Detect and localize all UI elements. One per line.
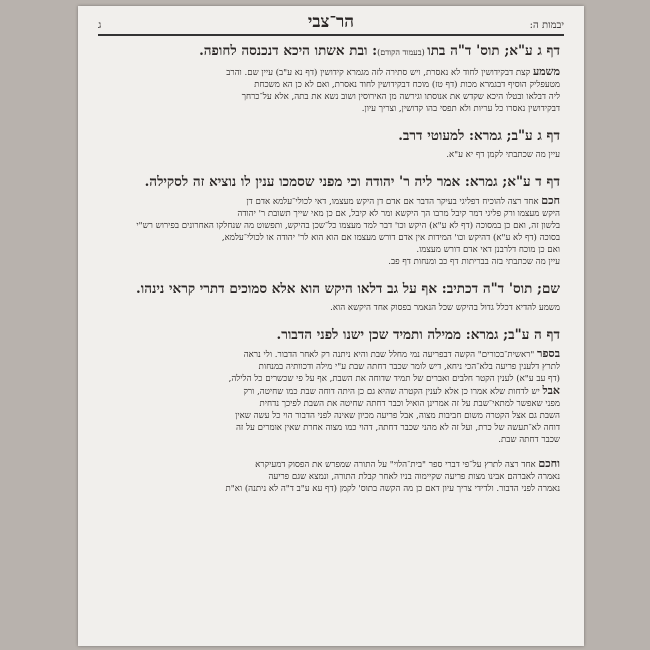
line-text: ליה דבלאו ובטלו היכא שקדש את אנוסתו וגירשה מן האירוסין ושוב נשא את בתה, אלא על־כרחך bbox=[241, 92, 560, 102]
text-line bbox=[102, 103, 560, 115]
heading-text: דף ד ע"א; גמרא: אמר ליה ר' יהודה וכי מפני שסמכו ענין לו נוציא זה לסקילה. bbox=[144, 174, 560, 190]
header-page-number: ג bbox=[98, 20, 102, 31]
text-line bbox=[102, 244, 560, 256]
text-line bbox=[102, 361, 560, 373]
line-text: (דף עב ע"א) לענין הקטר חלבים ואברים של תמיד שדוחה את השבת, אף על פי שכשרים כל הלילה, bbox=[228, 374, 560, 384]
line-text: יש לדחות שלא אמרו כן אלא לענין הקטרה שהיא גם כן היתה דוחה שבת כמו שחיטה, ורק bbox=[243, 387, 543, 397]
lead-word: וחכם bbox=[538, 458, 560, 470]
section bbox=[102, 173, 560, 268]
line-text: משמע להדיא דכלל גדול בהיקש שכל הנאמר בפסוק אחד היקשא הוא. bbox=[330, 303, 560, 313]
line-text: מטעפליק הוסיף דבגמרא מכות (דף טז) מוכח דבקידושין לחוד נאסרת, ואם לא כן הא משכחת bbox=[254, 80, 560, 90]
text-line bbox=[102, 458, 560, 471]
line-text: עיין מה שכתבתי בזה בבריתות דף כב ומנחות דף פב. bbox=[388, 257, 560, 267]
page-header bbox=[98, 12, 564, 36]
text-line bbox=[102, 91, 560, 103]
section bbox=[102, 127, 560, 161]
text-line bbox=[102, 220, 560, 232]
line-text: קצת דבקידושין לחוד לא נאסרת, ויש סתירה לזה מגמרא קידושין (דף נא ע"ב) עיין שם. והרב bbox=[226, 68, 533, 78]
text-line bbox=[102, 348, 560, 361]
text-line bbox=[102, 79, 560, 91]
line-text: השבת גם אצל הקטרה משום חביבות מצוה, אבל פריעה מכיון שאינה לפני הדבור הוי כל עשה שאין bbox=[235, 411, 560, 421]
heading-note: (בעמוד הקודם) bbox=[377, 48, 428, 57]
text-line bbox=[102, 256, 560, 268]
text-line bbox=[102, 398, 560, 410]
line-text: לתרץ דלענין פריעה בלא־הכי ניחא, דיש לומר שכבר דחתה שבת ע"י מילה ודכוותיה במנחות bbox=[258, 362, 560, 372]
section-heading bbox=[102, 173, 560, 191]
section-heading bbox=[102, 42, 560, 62]
line-text: בסוכה (דף לא ע"א) דהיקש וכו' המידות אין אדם דורש מעצמו אם הוא הוא לר' יהודה או לכולי־עלמא, bbox=[221, 233, 560, 243]
text-line bbox=[102, 385, 560, 398]
line-text: עיין מה שכתבתי לקמן דף יא ע"א. bbox=[446, 150, 560, 160]
book-page bbox=[78, 6, 584, 646]
line-text: דבקידושין נאסרו כל עריות ולא תפסי בהו קדושין, וצריך עיון. bbox=[361, 104, 560, 114]
section bbox=[102, 458, 560, 495]
text-line bbox=[102, 483, 560, 495]
text-line bbox=[102, 434, 560, 446]
text-line bbox=[102, 66, 560, 79]
text-line bbox=[102, 410, 560, 422]
line-text: נאמרה לפני הדבור. ולדידי צריך עיון דאם כן מה הקשה בתוס' לקמן (דף עא ע"ב ד"ה לא ניתנה) וא"ת bbox=[225, 484, 560, 494]
text-line bbox=[102, 232, 560, 244]
section-body bbox=[102, 302, 560, 314]
text-line bbox=[102, 302, 560, 314]
section-heading bbox=[102, 280, 560, 298]
lead-word: אבל bbox=[542, 385, 560, 397]
heading-text: שם; תוס' ד"ה דכתיב: אף על גב דלאו היקש הוא אלא סמוכים דתרי קראי נינהו. bbox=[136, 281, 560, 297]
section-body bbox=[102, 149, 560, 161]
section bbox=[102, 326, 560, 446]
section-body bbox=[102, 66, 560, 115]
lead-word: בספר bbox=[537, 348, 560, 360]
line-text: בלשון זה, ואם כן במסוכה (דף לא ע"א) היקש וכו' דבר למד מעצמו כל־שכן בהיקש, ותפשוט מה שנחלקו האחרונים בפירוש רש"י bbox=[136, 221, 560, 231]
line-text: נאמרה לאברהם אבינו מצות פריעה שקיימוה בניו לאחר קבלת התורה, ונמצא שגם פריעה bbox=[268, 472, 560, 482]
line-text: היקש מעצמו ורק פליגי דמר קיבל מרבו הך היקשא ומר לא קיבל, אם כן מאי שייך תשובת ר' יהודה bbox=[237, 209, 560, 219]
line-text: אחד רצה להוכיח דפליגי בעיקר הדבר אם אדם דן היקש מעצמו, דאי לכולי־עלמא אדם דן bbox=[246, 197, 542, 207]
heading-rest: : ובת אשתו היכא דנכנסה לחופה. bbox=[199, 43, 378, 59]
section-heading bbox=[102, 127, 560, 145]
text-line bbox=[102, 373, 560, 385]
text-line bbox=[102, 195, 560, 208]
text-line bbox=[102, 471, 560, 483]
page-content bbox=[102, 42, 560, 507]
header-title: הר־צבי bbox=[307, 12, 355, 32]
line-text: דוחה לא־תעשה של כרת, ועל זה לא מהני שכבר דחתה, דהוי כמו מצוה אחרת שאין אומרים על זה bbox=[235, 423, 560, 433]
section bbox=[102, 42, 560, 115]
section-body bbox=[102, 195, 560, 268]
line-text: "ראשית־בכורים" הקשה דבפריעה נמי מחלל שבת והיא ניתנה רק לאחר הדבור. ולי נראה bbox=[243, 350, 538, 360]
line-text: שכבר דחתה שבת. bbox=[498, 435, 560, 445]
heading-text: דף ה ע"ב; גמרא: ממילה ותמיד שכן ישנו לפני הדבור. bbox=[276, 327, 560, 343]
heading-text: דף ג ע"ב; גמרא: למעוטי דרב. bbox=[398, 128, 560, 144]
text-line bbox=[102, 422, 560, 434]
section-heading bbox=[102, 326, 560, 344]
section-body bbox=[102, 348, 560, 446]
line-text: אחד רצה לתרץ על־פי דברי ספר "בית־הלוי" על התורה שמפרש את הפסוק דמעיקרא bbox=[255, 460, 539, 470]
section-body bbox=[102, 458, 560, 495]
line-text: מפני שאפשר למתאי־שבת על זה אמרינן הואיל וכבר דחתה שחיטה את השבת לפיכך נדחית bbox=[259, 399, 560, 409]
header-chapter: יבמות ה: bbox=[529, 20, 564, 31]
heading-text: דף ג ע"א; תוס' ד"ה בתו bbox=[427, 43, 560, 59]
lead-word: משמע bbox=[532, 66, 560, 78]
lead-word: חכם bbox=[541, 195, 560, 207]
section bbox=[102, 280, 560, 314]
text-line bbox=[102, 149, 560, 161]
text-line bbox=[102, 208, 560, 220]
line-text: ואם כן מוכח דלרבנן דאי אדם דורש מעצמו. bbox=[416, 245, 560, 255]
